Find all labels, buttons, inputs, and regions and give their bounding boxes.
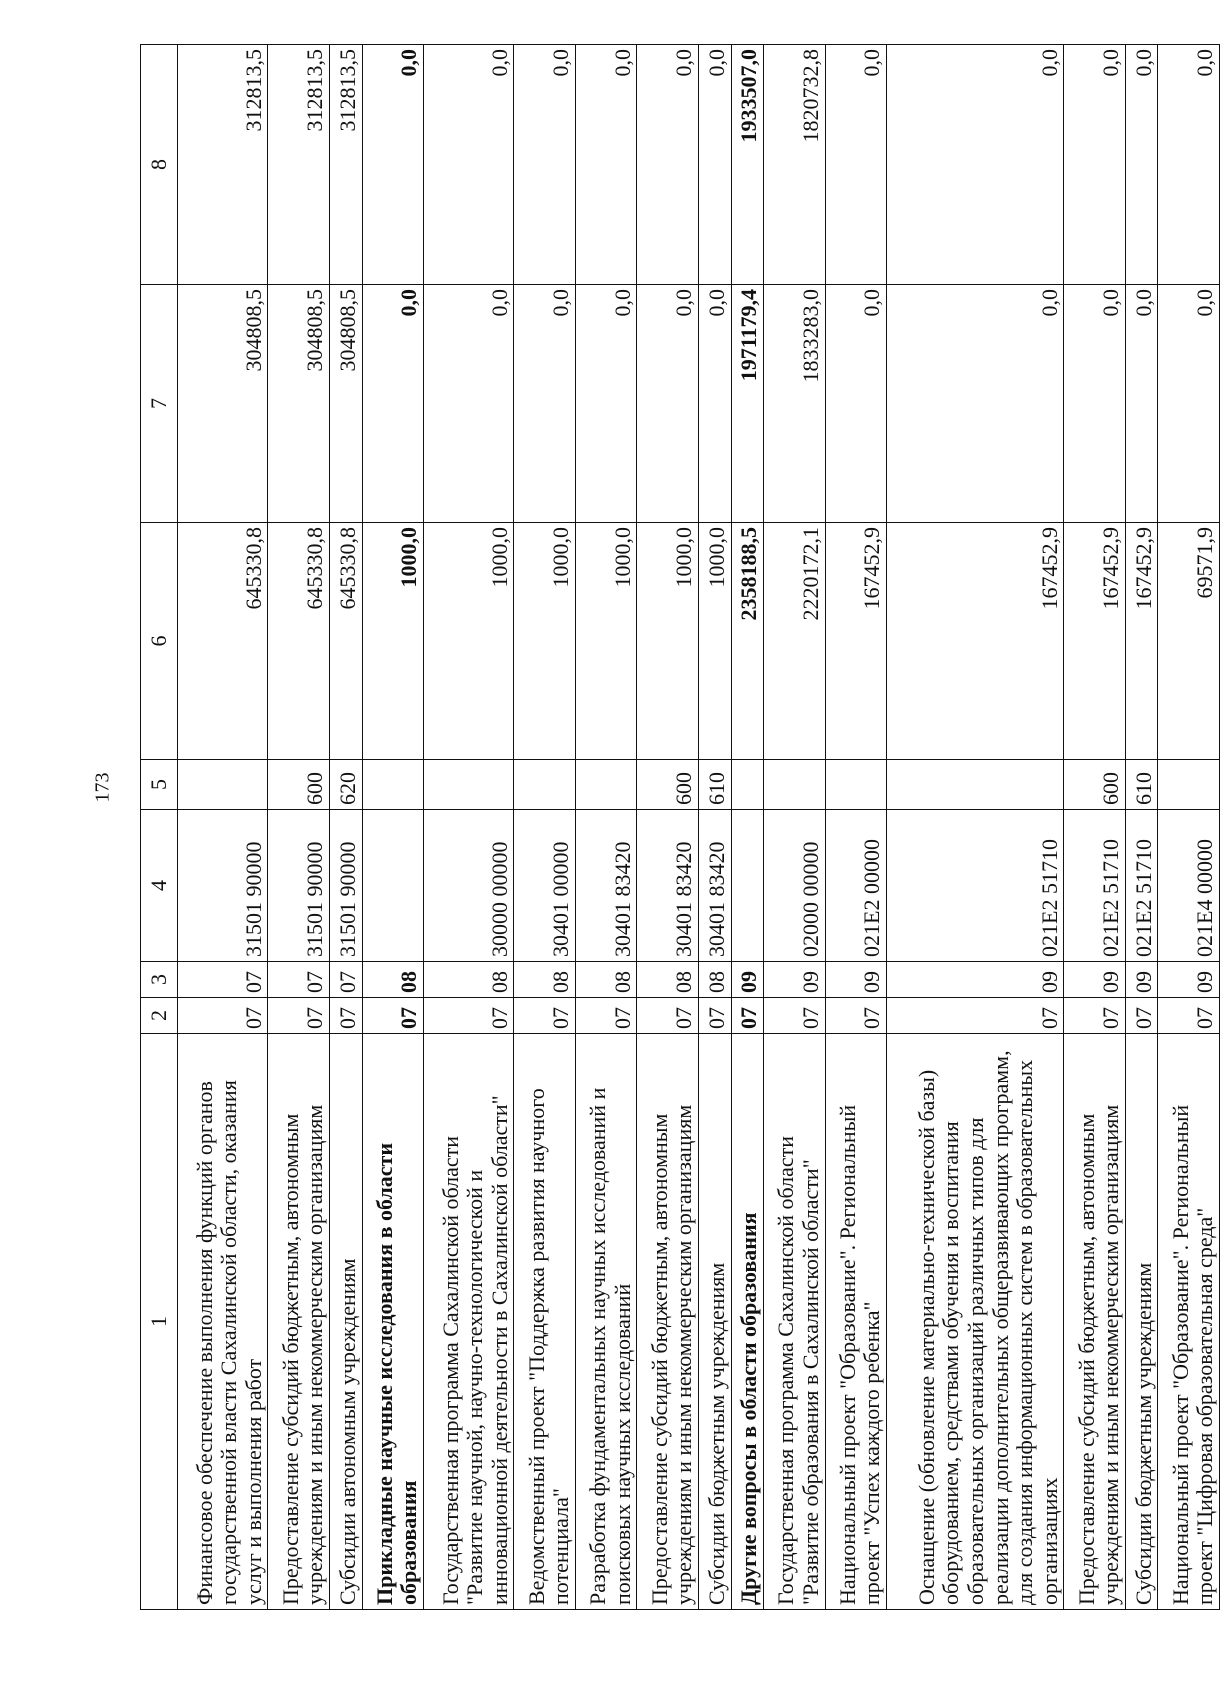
section-code: 07 [1125, 998, 1158, 1034]
amount-col6: 167452,9 [887, 523, 1064, 760]
table-body [141, 45, 1220, 1610]
section-code: 07 [637, 998, 699, 1034]
amount-col7: 304808,5 [178, 285, 268, 523]
table-row [575, 45, 637, 1610]
expense-type-code [514, 760, 576, 810]
subsection-code: 09 [887, 962, 1064, 998]
amount-col7: 1833283,0 [764, 285, 826, 523]
budget-table [140, 44, 1220, 1610]
target-article-code: 02000 00000 [764, 810, 826, 962]
target-article-code: 30401 83420 [637, 810, 699, 962]
subsection-code: 08 [698, 962, 731, 998]
amount-col7: 0,0 [424, 285, 514, 523]
table-row [362, 45, 424, 1610]
section-code: 07 [1064, 998, 1126, 1034]
amount-col8: 0,0 [575, 45, 637, 285]
amount-col7: 0,0 [1064, 285, 1126, 523]
amount-col6: 167452,9 [1064, 523, 1126, 760]
table-row [698, 45, 731, 1610]
amount-col7: 0,0 [637, 285, 699, 523]
target-article-code: 021Е4 00000 [1158, 810, 1220, 962]
expense-type-code [825, 760, 887, 810]
amount-col7: 0,0 [825, 285, 887, 523]
amount-col8: 312813,5 [178, 45, 268, 285]
section-code: 07 [764, 998, 826, 1034]
target-article-code [362, 810, 424, 962]
section-code: 07 [887, 998, 1064, 1034]
amount-col8: 0,0 [825, 45, 887, 285]
amount-col8: 0,0 [514, 45, 576, 285]
section-code: 07 [731, 998, 764, 1034]
table-row [514, 45, 576, 1610]
amount-col8: 0,0 [887, 45, 1064, 285]
row-name: Предоставление субсидий бюджетным, автономным учреждениям и иным некоммерческим организациям [1064, 1034, 1126, 1610]
header-row [141, 45, 178, 1610]
amount-col7: 0,0 [1158, 285, 1220, 523]
row-name: Ведомственный проект "Поддержка развития научного потенциала" [514, 1034, 576, 1610]
header-cell: 7 [141, 285, 178, 523]
header-cell: 6 [141, 523, 178, 760]
amount-col6: 167452,9 [1125, 523, 1158, 760]
subsection-code: 09 [1158, 962, 1220, 998]
header-cell: 2 [141, 998, 178, 1034]
expense-type-code [731, 760, 764, 810]
amount-col6: 1000,0 [424, 523, 514, 760]
table-row [329, 45, 362, 1610]
header-cell: 3 [141, 962, 178, 998]
row-name: Субсидии бюджетным учреждениям [1125, 1034, 1158, 1610]
subsection-code: 09 [764, 962, 826, 998]
subsection-code: 09 [1064, 962, 1126, 998]
amount-col8: 0,0 [362, 45, 424, 285]
row-name: Субсидии автономным учреждениям [329, 1034, 362, 1610]
subsection-code: 07 [178, 962, 268, 998]
target-article-code: 31501 90000 [329, 810, 362, 962]
section-code: 07 [362, 998, 424, 1034]
amount-col8: 0,0 [637, 45, 699, 285]
expense-type-code: 620 [329, 760, 362, 810]
table-row [1125, 45, 1158, 1610]
amount-col8: 312813,5 [268, 45, 330, 285]
header-cell: 5 [141, 760, 178, 810]
amount-col7: 304808,5 [268, 285, 330, 523]
row-name: Другие вопросы в области образования [731, 1034, 764, 1610]
amount-col6: 1000,0 [698, 523, 731, 760]
header-cell: 8 [141, 45, 178, 285]
subsection-code: 08 [575, 962, 637, 998]
table-row [825, 45, 887, 1610]
rotated-page [140, 45, 1220, 1610]
page-number: 173 [91, 772, 114, 803]
section-code: 07 [575, 998, 637, 1034]
amount-col7: 0,0 [575, 285, 637, 523]
table-row [424, 45, 514, 1610]
amount-col6: 645330,8 [178, 523, 268, 760]
subsection-code: 07 [268, 962, 330, 998]
subsection-code: 08 [514, 962, 576, 998]
table-row [764, 45, 826, 1610]
section-code: 07 [1158, 998, 1220, 1034]
subsection-code: 08 [362, 962, 424, 998]
table-row [178, 45, 268, 1610]
amount-col8: 0,0 [698, 45, 731, 285]
subsection-code: 09 [825, 962, 887, 998]
expense-type-code [178, 760, 268, 810]
section-code: 07 [825, 998, 887, 1034]
subsection-code: 09 [1125, 962, 1158, 998]
target-article-code: 31501 90000 [268, 810, 330, 962]
target-article-code: 021Е2 51710 [1064, 810, 1126, 962]
target-article-code: 30401 83420 [575, 810, 637, 962]
target-article-code: 021Е2 00000 [825, 810, 887, 962]
target-article-code: 021Е2 51710 [887, 810, 1064, 962]
amount-col7: 0,0 [514, 285, 576, 523]
row-name: Финансовое обеспечение выполнения функций органов государственной власти Сахалинской области, оказания услуг и выполнения работ [178, 1034, 268, 1610]
expense-type-code [424, 760, 514, 810]
row-name: Разработка фундаментальных научных исследований и поисковых научных исследований [575, 1034, 637, 1610]
expense-type-code: 600 [637, 760, 699, 810]
amount-col7: 0,0 [698, 285, 731, 523]
amount-col7: 0,0 [362, 285, 424, 523]
amount-col7: 0,0 [887, 285, 1064, 523]
amount-col6: 69571,9 [1158, 523, 1220, 760]
amount-col6: 2358188,5 [731, 523, 764, 760]
row-name: Субсидии бюджетным учреждениям [698, 1034, 731, 1610]
table-row [1158, 45, 1220, 1610]
expense-type-code [1158, 760, 1220, 810]
amount-col6: 1000,0 [362, 523, 424, 760]
amount-col8: 0,0 [1064, 45, 1126, 285]
section-code: 07 [514, 998, 576, 1034]
subsection-code: 07 [329, 962, 362, 998]
subsection-code: 08 [424, 962, 514, 998]
row-name: Предоставление субсидий бюджетным, автономным учреждениям и иным некоммерческим организациям [268, 1034, 330, 1610]
target-article-code: 30000 00000 [424, 810, 514, 962]
expense-type-code [887, 760, 1064, 810]
expense-type-code [764, 760, 826, 810]
subsection-code: 08 [637, 962, 699, 998]
section-code: 07 [268, 998, 330, 1034]
table-row [731, 45, 764, 1610]
amount-col7: 304808,5 [329, 285, 362, 523]
row-name: Национальный проект "Образование". Региональный проект "Успех каждого ребенка" [825, 1034, 887, 1610]
amount-col8: 312813,5 [329, 45, 362, 285]
subsection-code: 09 [731, 962, 764, 998]
section-code: 07 [424, 998, 514, 1034]
amount-col8: 0,0 [1125, 45, 1158, 285]
target-article-code [731, 810, 764, 962]
amount-col8: 0,0 [1158, 45, 1220, 285]
section-code: 07 [329, 998, 362, 1034]
expense-type-code: 600 [268, 760, 330, 810]
amount-col6: 2220172,1 [764, 523, 826, 760]
amount-col6: 645330,8 [329, 523, 362, 760]
table-row [268, 45, 330, 1610]
expense-type-code [575, 760, 637, 810]
header-cell: 4 [141, 810, 178, 962]
amount-col6: 645330,8 [268, 523, 330, 760]
target-article-code: 30401 00000 [514, 810, 576, 962]
table-row [1064, 45, 1126, 1610]
amount-col6: 1000,0 [514, 523, 576, 760]
table-row [887, 45, 1064, 1610]
amount-col8: 0,0 [424, 45, 514, 285]
row-name: Государственная программа Сахалинской области "Развитие образования в Сахалинской области" [764, 1034, 826, 1610]
expense-type-code [362, 760, 424, 810]
header-cell: 1 [141, 1034, 178, 1610]
expense-type-code: 600 [1064, 760, 1126, 810]
amount-col6: 1000,0 [637, 523, 699, 760]
expense-type-code: 610 [1125, 760, 1158, 810]
row-name: Государственная программа Сахалинской области "Развитие научной, научно-технологической и инновационной деятельности в Сахалинской области" [424, 1034, 514, 1610]
amount-col7: 0,0 [1125, 285, 1158, 523]
amount-col8: 1820732,8 [764, 45, 826, 285]
amount-col6: 1000,0 [575, 523, 637, 760]
amount-col8: 1933507,0 [731, 45, 764, 285]
target-article-code: 021Е2 51710 [1125, 810, 1158, 962]
amount-col7: 1971179,4 [731, 285, 764, 523]
row-name: Прикладные научные исследования в области образования [362, 1034, 424, 1610]
row-name: Национальный проект "Образование". Региональный проект "Цифровая образовательная среда" [1158, 1034, 1220, 1610]
section-code: 07 [698, 998, 731, 1034]
section-code: 07 [178, 998, 268, 1034]
target-article-code: 31501 90000 [178, 810, 268, 962]
row-name: Оснащение (обновление материально-технической базы) оборудованием, средствами обучения и воспитания образовательных организаций различных типов для реализации дополнительных общеразвивающих программ, для создания информационных систем в образовательных организациях [887, 1034, 1064, 1610]
target-article-code: 30401 83420 [698, 810, 731, 962]
row-name: Предоставление субсидий бюджетным, автономным учреждениям и иным некоммерческим организациям [637, 1034, 699, 1610]
table-row [637, 45, 699, 1610]
amount-col6: 167452,9 [825, 523, 887, 760]
expense-type-code: 610 [698, 760, 731, 810]
